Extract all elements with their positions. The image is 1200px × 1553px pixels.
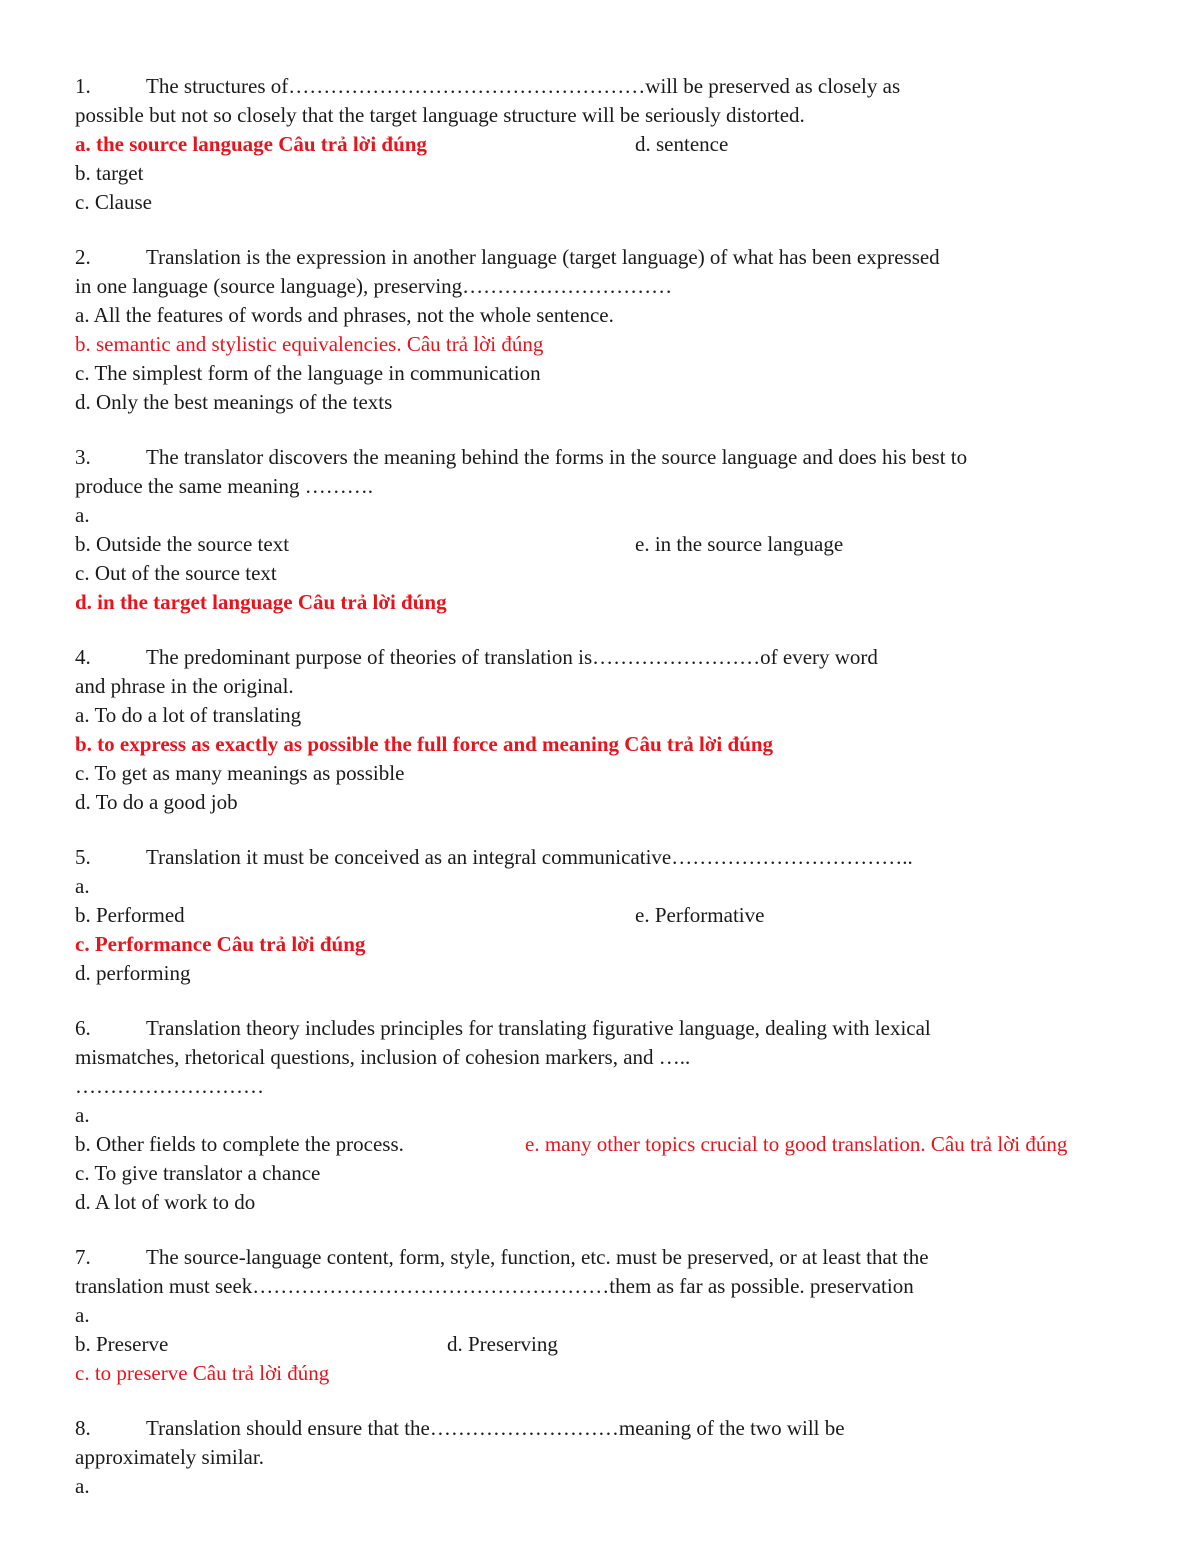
question-8 [75, 1414, 1125, 1501]
option-b-correct: b. semantic and stylistic equivalencies. Câu trả lời đúng [75, 332, 544, 356]
option-d: d. A lot of work to do [75, 1190, 256, 1214]
question-number: 3. [75, 445, 91, 469]
question-stem-continued: and phrase in the original. [75, 674, 294, 698]
option-c: c. The simplest form of the language in communication [75, 361, 541, 385]
option-b-correct: b. to express as exactly as possible the full force and meaning Câu trả lời đúng [75, 732, 774, 756]
question-7 [75, 1243, 1125, 1388]
option-b: b. Outside the source text [75, 532, 290, 556]
question-stem-continued: mismatches, rhetorical questions, inclusion of cohesion markers, and ….. [75, 1045, 691, 1069]
option-c: c. To give translator a chance [75, 1161, 321, 1185]
question-stem: 4. The predominant purpose of theories of translation is……………………of every word [75, 643, 1125, 672]
option-a: a. [75, 1303, 90, 1327]
question-number: 6. [75, 1016, 91, 1040]
question-number: 2. [75, 245, 91, 269]
option-d: d. sentence [635, 132, 729, 156]
question-stem: 1. The structures of……………………………………………will be preserved as closely as [75, 72, 1125, 101]
option-a: a. [75, 503, 90, 527]
option-c: c. To get as many meanings as possible [75, 761, 405, 785]
option-row [75, 530, 1125, 559]
question-number: 5. [75, 845, 91, 869]
option-e: e. in the source language [635, 532, 844, 556]
option-a: a. [75, 1103, 90, 1127]
question-stem: 3. The translator discovers the meaning behind the forms in the source language and does his best to [75, 443, 1125, 472]
question-stem-continued: in one language (source language), preserving………………………… [75, 274, 673, 298]
question-4 [75, 643, 1125, 817]
option-b: b. Preserve [75, 1332, 169, 1356]
option-c: c. Clause [75, 190, 152, 214]
question-number: 7. [75, 1245, 91, 1269]
question-1 [75, 72, 1125, 217]
option-c: c. Out of the source text [75, 561, 277, 585]
question-number: 1. [75, 74, 91, 98]
question-stem-continued: translation must seek……………………………………………them as far as possible. preservation [75, 1274, 914, 1298]
option-c-correct: c. to preserve Câu trả lời đúng [75, 1361, 330, 1385]
question-stem-continued: produce the same meaning ………. [75, 474, 373, 498]
option-a: a. All the features of words and phrases, not the whole sentence. [75, 303, 614, 327]
document-page [75, 72, 1125, 1501]
option-d: d. performing [75, 961, 191, 985]
question-stem: 8. Translation should ensure that the………………………meaning of the two will be [75, 1414, 1125, 1443]
option-e-correct: e. many other topics crucial to good translation. Câu trả lời đúng [525, 1132, 1068, 1156]
option-row [75, 901, 1125, 930]
question-5 [75, 843, 1125, 988]
question-stem-continued: approximately similar. [75, 1445, 264, 1469]
option-d-correct: d. in the target language Câu trả lời đúng [75, 590, 447, 614]
option-a: a. [75, 874, 90, 898]
option-d: d. To do a good job [75, 790, 238, 814]
question-6 [75, 1014, 1125, 1217]
question-stem-continued: ……………………… [75, 1074, 264, 1098]
question-stem: 7. The source-language content, form, style, function, etc. must be preserved, or at least that the [75, 1243, 1125, 1272]
option-d: d. Only the best meanings of the texts [75, 390, 393, 414]
question-stem: 2. Translation is the expression in another language (target language) of what has been expressed [75, 243, 1125, 272]
option-b: b. Performed [75, 903, 185, 927]
question-number: 8. [75, 1416, 91, 1440]
option-e: e. Performative [635, 903, 765, 927]
option-c-correct: c. Performance Câu trả lời đúng [75, 932, 366, 956]
question-stem: 6. Translation theory includes principles for translating figurative language, dealing with lexical [75, 1014, 1125, 1043]
option-a: a. [75, 1474, 90, 1498]
option-row [75, 1330, 1125, 1359]
question-3 [75, 443, 1125, 617]
option-row [75, 1130, 1125, 1159]
option-row [75, 130, 1125, 159]
question-stem-continued: possible but not so closely that the target language structure will be seriously distorted. [75, 103, 805, 127]
option-a: a. To do a lot of translating [75, 703, 302, 727]
option-b: b. Other fields to complete the process. [75, 1132, 404, 1156]
question-number: 4. [75, 645, 91, 669]
question-2 [75, 243, 1125, 417]
option-a-correct: a. the source language Câu trả lời đúng [75, 132, 427, 156]
option-b: b. target [75, 161, 144, 185]
question-stem: 5. Translation it must be conceived as an integral communicative…………………………….. [75, 843, 1125, 872]
option-d: d. Preserving [447, 1332, 558, 1356]
